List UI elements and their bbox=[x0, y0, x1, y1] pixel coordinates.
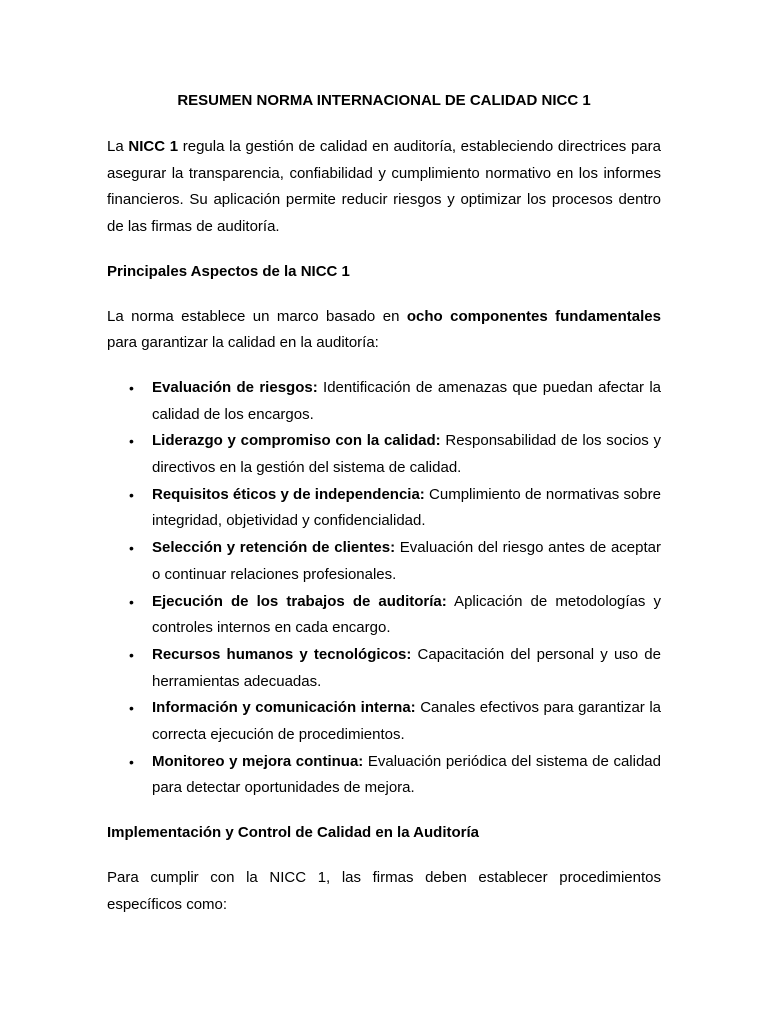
list-item-text: Aplicación de metodologías y controles internos en cada encargo. bbox=[152, 592, 662, 637]
document-page bbox=[107, 88, 661, 936]
intro-text-start: La bbox=[107, 138, 129, 155]
list-item-title: Selección y retención de clientes: bbox=[152, 539, 396, 557]
section-heading-implementacion: Implementación y Control de Calidad en la Auditoría bbox=[107, 824, 479, 842]
list-item-text: Canales efectivos para garantizar la correcta ejecución de procedimientos. bbox=[152, 699, 662, 744]
list-item bbox=[107, 695, 661, 748]
bullet-icon: • bbox=[129, 753, 134, 770]
section2-paragraph: Para cumplir con la NICC 1, las firmas deben establecer procedimientos específicos como: bbox=[107, 868, 661, 913]
list-item-title: Ejecución de los trabajos de auditoría: bbox=[152, 592, 447, 610]
section1-text-start: La norma establece un marco basado en bbox=[107, 307, 407, 325]
document-title: RESUMEN NORMA INTERNACIONAL DE CALIDAD NICC 1 bbox=[177, 92, 591, 109]
intro-text-end: regula la gestión de calidad en auditoría, estableciendo directrices para asegurar la transparencia, confiabilidad y cumplimiento normativo en los informes financieros. Su aplicación permite reducir riesgos y optimizar los procesos dentro de las firmas de auditoría. bbox=[107, 138, 661, 236]
list-item bbox=[107, 642, 661, 695]
intro-paragraph bbox=[107, 134, 661, 241]
list-item bbox=[107, 535, 661, 588]
list-item-title: Monitoreo y mejora continua: bbox=[152, 752, 364, 770]
list-item-title: Recursos humanos y tecnológicos: bbox=[152, 645, 412, 663]
list-item bbox=[107, 749, 661, 802]
section1-paragraph bbox=[107, 304, 661, 357]
section-heading-principales: Principales Aspectos de la NICC 1 bbox=[107, 262, 350, 280]
bullet-icon: • bbox=[129, 433, 134, 450]
list-item-text: Capacitación del personal y uso de herramientas adecuadas. bbox=[152, 645, 661, 690]
list-item-text: Cumplimiento de normativas sobre integridad, objetividad y confidencialidad. bbox=[152, 485, 661, 530]
list-item bbox=[107, 589, 661, 642]
bullet-icon: • bbox=[129, 379, 134, 396]
list-item-text: Identificación de amenazas que puedan afectar la calidad de los encargos. bbox=[152, 378, 662, 423]
bullet-icon: • bbox=[129, 646, 134, 663]
components-list bbox=[107, 375, 661, 802]
list-item-title: Requisitos éticos y de independencia: bbox=[152, 485, 425, 503]
list-item bbox=[107, 482, 661, 535]
bullet-icon: • bbox=[129, 540, 134, 557]
list-item-title: Evaluación de riesgos: bbox=[152, 378, 318, 396]
list-item-title: Información y comunicación interna: bbox=[152, 699, 416, 717]
intro-bold-term: NICC 1 bbox=[128, 138, 179, 155]
list-item-text: Responsabilidad de los socios y directivos en la gestión del sistema de calidad. bbox=[152, 432, 661, 477]
bullet-icon: • bbox=[129, 700, 134, 717]
list-item-title: Liderazgo y compromiso con la calidad: bbox=[152, 432, 441, 450]
section1-text-end: para garantizar la calidad en la auditoría: bbox=[107, 334, 379, 352]
list-item bbox=[107, 375, 661, 428]
list-item-text: Evaluación periódica del sistema de calidad para detectar oportunidades de mejora. bbox=[152, 752, 661, 797]
list-item bbox=[107, 428, 661, 481]
list-item-text: Evaluación del riesgo antes de aceptar o continuar relaciones profesionales. bbox=[152, 539, 661, 583]
section1-bold-phrase: ocho componentes fundamentales bbox=[406, 307, 661, 325]
bullet-icon: • bbox=[129, 486, 134, 503]
bullet-icon: • bbox=[129, 593, 134, 610]
